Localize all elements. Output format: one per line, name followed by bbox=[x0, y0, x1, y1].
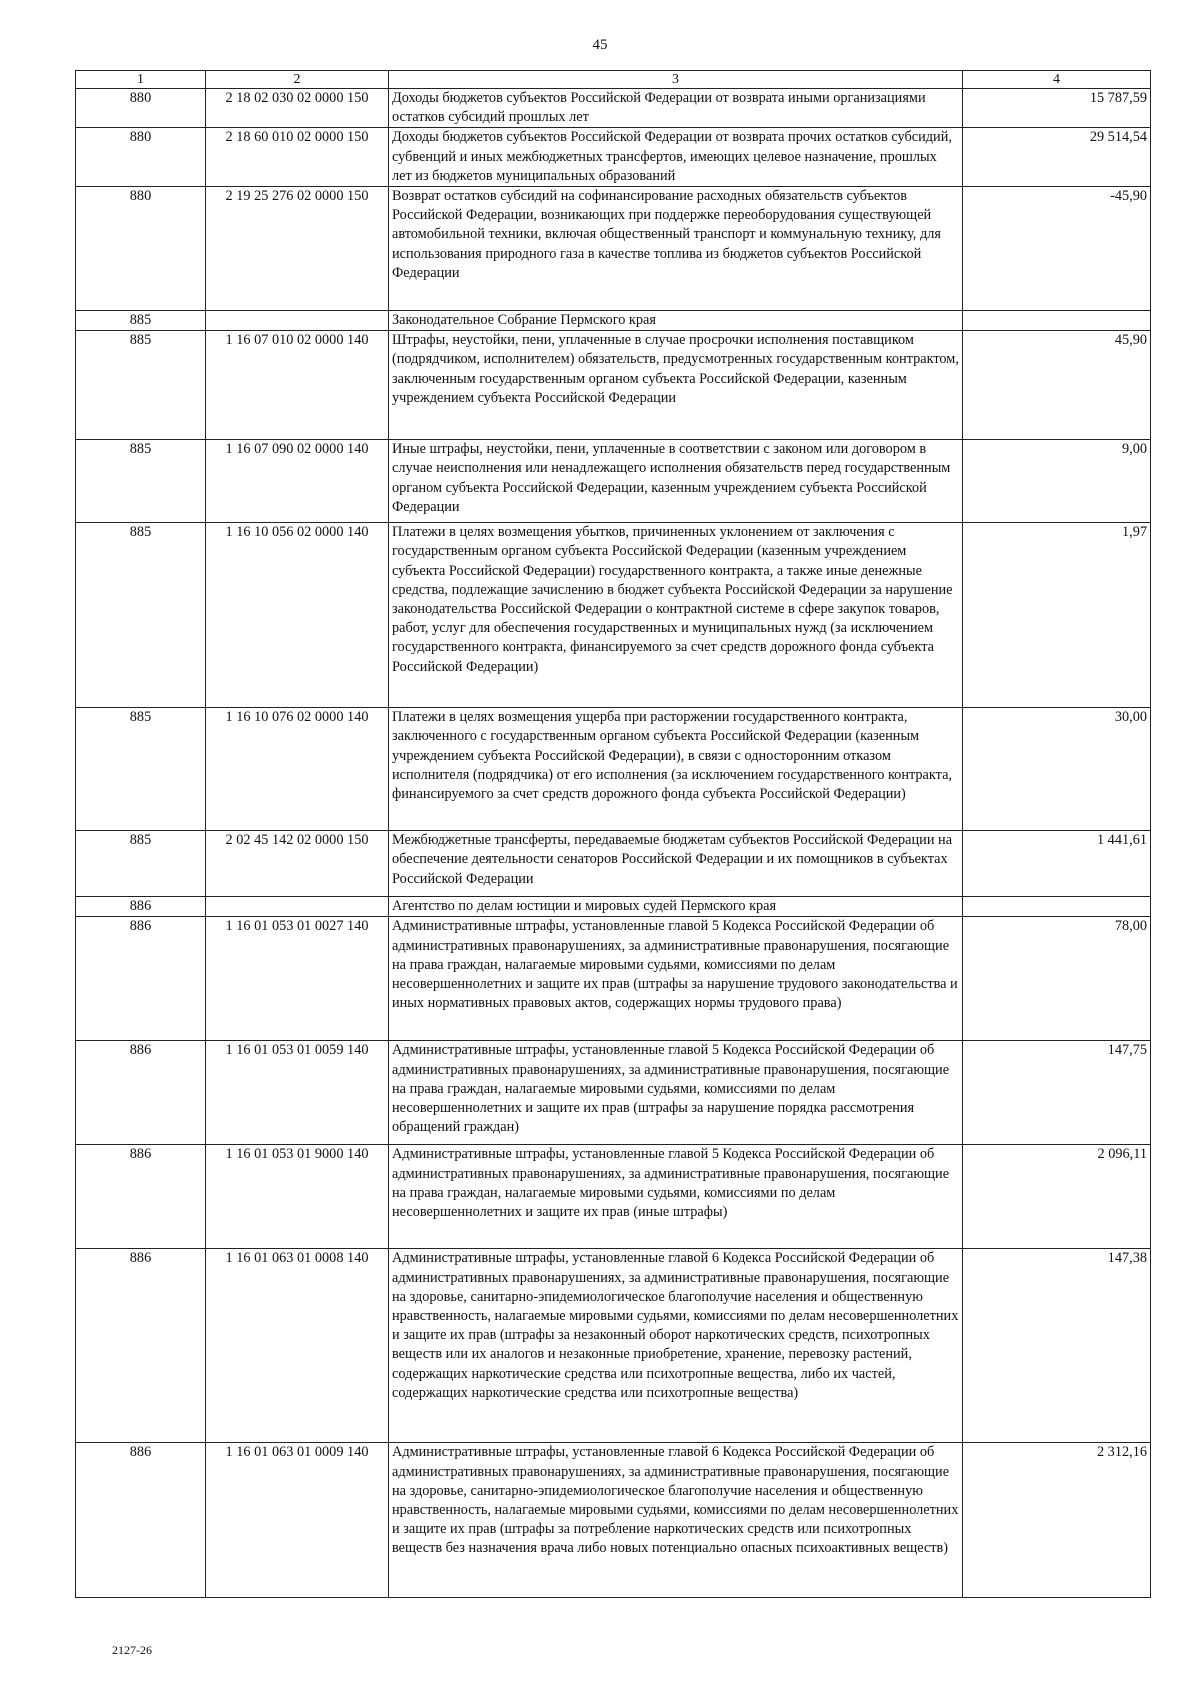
description-cell: Административные штрафы, установленные главой 5 Кодекса Российской Федерации об административных правонарушениях, за административные правонарушения, посягающие на права граждан, налагаемые мировыми судьями, комиссиями по делам несовершеннолетних и защите их прав (иные штрафы) bbox=[389, 1145, 963, 1249]
table-row bbox=[76, 1443, 1151, 1598]
table-row bbox=[76, 1145, 1151, 1249]
budget-code-cell: 1 16 07 090 02 0000 140 bbox=[206, 440, 389, 523]
budget-code-cell: 1 16 10 056 02 0000 140 bbox=[206, 523, 389, 708]
document-footer-code: 2127-26 bbox=[112, 1643, 152, 1657]
amount-cell: 1,97 bbox=[963, 523, 1151, 708]
amount-cell: -45,90 bbox=[963, 187, 1151, 311]
amount-cell: 147,75 bbox=[963, 1041, 1151, 1145]
description-cell: Иные штрафы, неустойки, пени, уплаченные в соответствии с законом или договором в случае неисполнения или ненадлежащего исполнения обязательств перед государственным органом субъекта Российской Федерации, казенным учреждением субъекта Российской Федерации bbox=[389, 440, 963, 523]
table-row bbox=[76, 89, 1151, 128]
budget-code-cell: 1 16 01 053 01 0059 140 bbox=[206, 1041, 389, 1145]
table-header-row bbox=[76, 71, 1151, 89]
admin-code-cell: 885 bbox=[76, 831, 206, 897]
description-cell: Административные штрафы, установленные главой 5 Кодекса Российской Федерации об административных правонарушениях, за административные правонарушения, посягающие на права граждан, налагаемые мировыми судьями, комиссиями по делам несовершеннолетних и защите их прав (штрафы за нарушение порядка рассмотрения обращений граждан) bbox=[389, 1041, 963, 1145]
amount-cell: 2 096,11 bbox=[963, 1145, 1151, 1249]
header-cell: 4 bbox=[963, 71, 1151, 89]
header-cell: 1 bbox=[76, 71, 206, 89]
admin-code-cell: 885 bbox=[76, 708, 206, 831]
admin-code-cell: 886 bbox=[76, 1249, 206, 1443]
description-cell: Административные штрафы, установленные главой 6 Кодекса Российской Федерации об административных правонарушениях, за административные правонарушения, посягающие на здоровье, санитарно-эпидемиологическое благополучие населения и общественную нравственность, налагаемые мировыми судьями, комиссиями по делам несовершеннолетних и защите их прав (штрафы за потребление наркотических средств или психотропных веществ без назначения врача либо новых потенциально опасных психоактивных веществ) bbox=[389, 1443, 963, 1598]
admin-code-cell: 886 bbox=[76, 1443, 206, 1598]
description-cell: Штрафы, неустойки, пени, уплаченные в случае просрочки исполнения поставщиком (подрядчиком, исполнителем) обязательств, предусмотренных государственным контрактом, заключенным государственным органом субъекта Российской Федерации, казенным учреждением субъекта Российской Федерации bbox=[389, 331, 963, 440]
description-cell: Административные штрафы, установленные главой 6 Кодекса Российской Федерации об административных правонарушениях, за административные правонарушения, посягающие на здоровье, санитарно-эпидемиологическое благополучие населения и общественную нравственность, налагаемые мировыми судьями, комиссиями по делам несовершеннолетних и защите их прав (штрафы за незаконный оборот наркотических средств, психотропных веществ или их аналогов и незаконные приобретение, хранение, перевозку растений, содержащих наркотические средства или психотропные вещества, либо их частей, содержащих наркотические средства или психотропные вещества) bbox=[389, 1249, 963, 1443]
budget-code-cell: 1 16 01 053 01 9000 140 bbox=[206, 1145, 389, 1249]
amount-cell: 2 312,16 bbox=[963, 1443, 1151, 1598]
table-row bbox=[76, 1041, 1151, 1145]
table-row bbox=[76, 831, 1151, 897]
table-row bbox=[76, 311, 1151, 331]
admin-code-cell: 880 bbox=[76, 89, 206, 128]
budget-code-cell: 1 16 01 063 01 0008 140 bbox=[206, 1249, 389, 1443]
description-cell: Межбюджетные трансферты, передаваемые бюджетам субъектов Российской Федерации на обеспечение деятельности сенаторов Российской Федерации и их помощников в субъектах Российской Федерации bbox=[389, 831, 963, 897]
header-cell: 3 bbox=[389, 71, 963, 89]
amount-cell bbox=[963, 311, 1151, 331]
admin-code-cell: 880 bbox=[76, 128, 206, 187]
budget-code-cell bbox=[206, 897, 389, 917]
table-row bbox=[76, 187, 1151, 311]
department-heading-cell: Агентство по делам юстиции и мировых судей Пермского края bbox=[389, 897, 963, 917]
budget-code-cell: 2 18 60 010 02 0000 150 bbox=[206, 128, 389, 187]
description-cell: Доходы бюджетов субъектов Российской Федерации от возврата иными организациями остатков субсидий прошлых лет bbox=[389, 89, 963, 128]
page-number: 45 bbox=[592, 37, 608, 53]
amount-cell: 9,00 bbox=[963, 440, 1151, 523]
budget-code-cell: 1 16 10 076 02 0000 140 bbox=[206, 708, 389, 831]
amount-cell: 29 514,54 bbox=[963, 128, 1151, 187]
budget-code-cell: 1 16 01 053 01 0027 140 bbox=[206, 917, 389, 1041]
table-row bbox=[76, 523, 1151, 708]
admin-code-cell: 886 bbox=[76, 917, 206, 1041]
admin-code-cell: 886 bbox=[76, 897, 206, 917]
budget-code-cell: 2 18 02 030 02 0000 150 bbox=[206, 89, 389, 128]
table-row bbox=[76, 897, 1151, 917]
table-row bbox=[76, 708, 1151, 831]
table-row bbox=[76, 440, 1151, 523]
amount-cell: 1 441,61 bbox=[963, 831, 1151, 897]
admin-code-cell: 880 bbox=[76, 187, 206, 311]
department-heading-cell: Законодательное Собрание Пермского края bbox=[389, 311, 963, 331]
admin-code-cell: 885 bbox=[76, 523, 206, 708]
table-row bbox=[76, 128, 1151, 187]
admin-code-cell: 886 bbox=[76, 1041, 206, 1145]
amount-cell: 147,38 bbox=[963, 1249, 1151, 1443]
amount-cell: 45,90 bbox=[963, 331, 1151, 440]
amount-cell bbox=[963, 897, 1151, 917]
admin-code-cell: 885 bbox=[76, 311, 206, 331]
budget-code-cell: 2 19 25 276 02 0000 150 bbox=[206, 187, 389, 311]
budget-code-cell bbox=[206, 311, 389, 331]
amount-cell: 30,00 bbox=[963, 708, 1151, 831]
revenue-table bbox=[75, 70, 1151, 1598]
table-row bbox=[76, 1249, 1151, 1443]
description-cell: Административные штрафы, установленные главой 5 Кодекса Российской Федерации об административных правонарушениях, за административные правонарушения, посягающие на права граждан, налагаемые мировыми судьями, комиссиями по делам несовершеннолетних и защите их прав (штрафы за нарушение трудового законодательства и иных нормативных правовых актов, содержащих нормы трудового права) bbox=[389, 917, 963, 1041]
amount-cell: 78,00 bbox=[963, 917, 1151, 1041]
description-cell: Платежи в целях возмещения ущерба при расторжении государственного контракта, заключенного с государственным органом субъекта Российской Федерации (казенным учреждением субъекта Российской Федерации), в связи с односторонним отказом исполнителя (подрядчика) от его исполнения (за исключением государственного контракта, финансируемого за счет средств дорожного фонда субъекта Российской Федерации) bbox=[389, 708, 963, 831]
description-cell: Доходы бюджетов субъектов Российской Федерации от возврата прочих остатков субсидий, субвенций и иных межбюджетных трансфертов, имеющих целевое назначение, прошлых лет из бюджетов муниципальных образований bbox=[389, 128, 963, 187]
admin-code-cell: 885 bbox=[76, 440, 206, 523]
table-row bbox=[76, 331, 1151, 440]
amount-cell: 15 787,59 bbox=[963, 89, 1151, 128]
table-row bbox=[76, 917, 1151, 1041]
description-cell: Возврат остатков субсидий на софинансирование расходных обязательств субъектов Российской Федерации, возникающих при поддержке переоборудования существующей автомобильной техники, включая общественный транспорт и коммунальную технику, для использования природного газа в качестве топлива из бюджетов субъектов Российской Федерации bbox=[389, 187, 963, 311]
description-cell: Платежи в целях возмещения убытков, причиненных уклонением от заключения с государственным органом субъекта Российской Федерации (казенным учреждением субъекта Российской Федерации) государственного контракта, а также иные денежные средства, подлежащие зачислению в бюджет субъекта Российской Федерации за нарушение законодательства Российской Федерации о контрактной системе в сфере закупок товаров, работ, услуг для обеспечения государственных и муниципальных нужд (за исключением государственного контракта, финансируемого за счет средств дорожного фонда субъекта Российской Федерации) bbox=[389, 523, 963, 708]
budget-code-cell: 1 16 07 010 02 0000 140 bbox=[206, 331, 389, 440]
admin-code-cell: 885 bbox=[76, 331, 206, 440]
budget-code-cell: 2 02 45 142 02 0000 150 bbox=[206, 831, 389, 897]
budget-code-cell: 1 16 01 063 01 0009 140 bbox=[206, 1443, 389, 1598]
header-cell: 2 bbox=[206, 71, 389, 89]
admin-code-cell: 886 bbox=[76, 1145, 206, 1249]
